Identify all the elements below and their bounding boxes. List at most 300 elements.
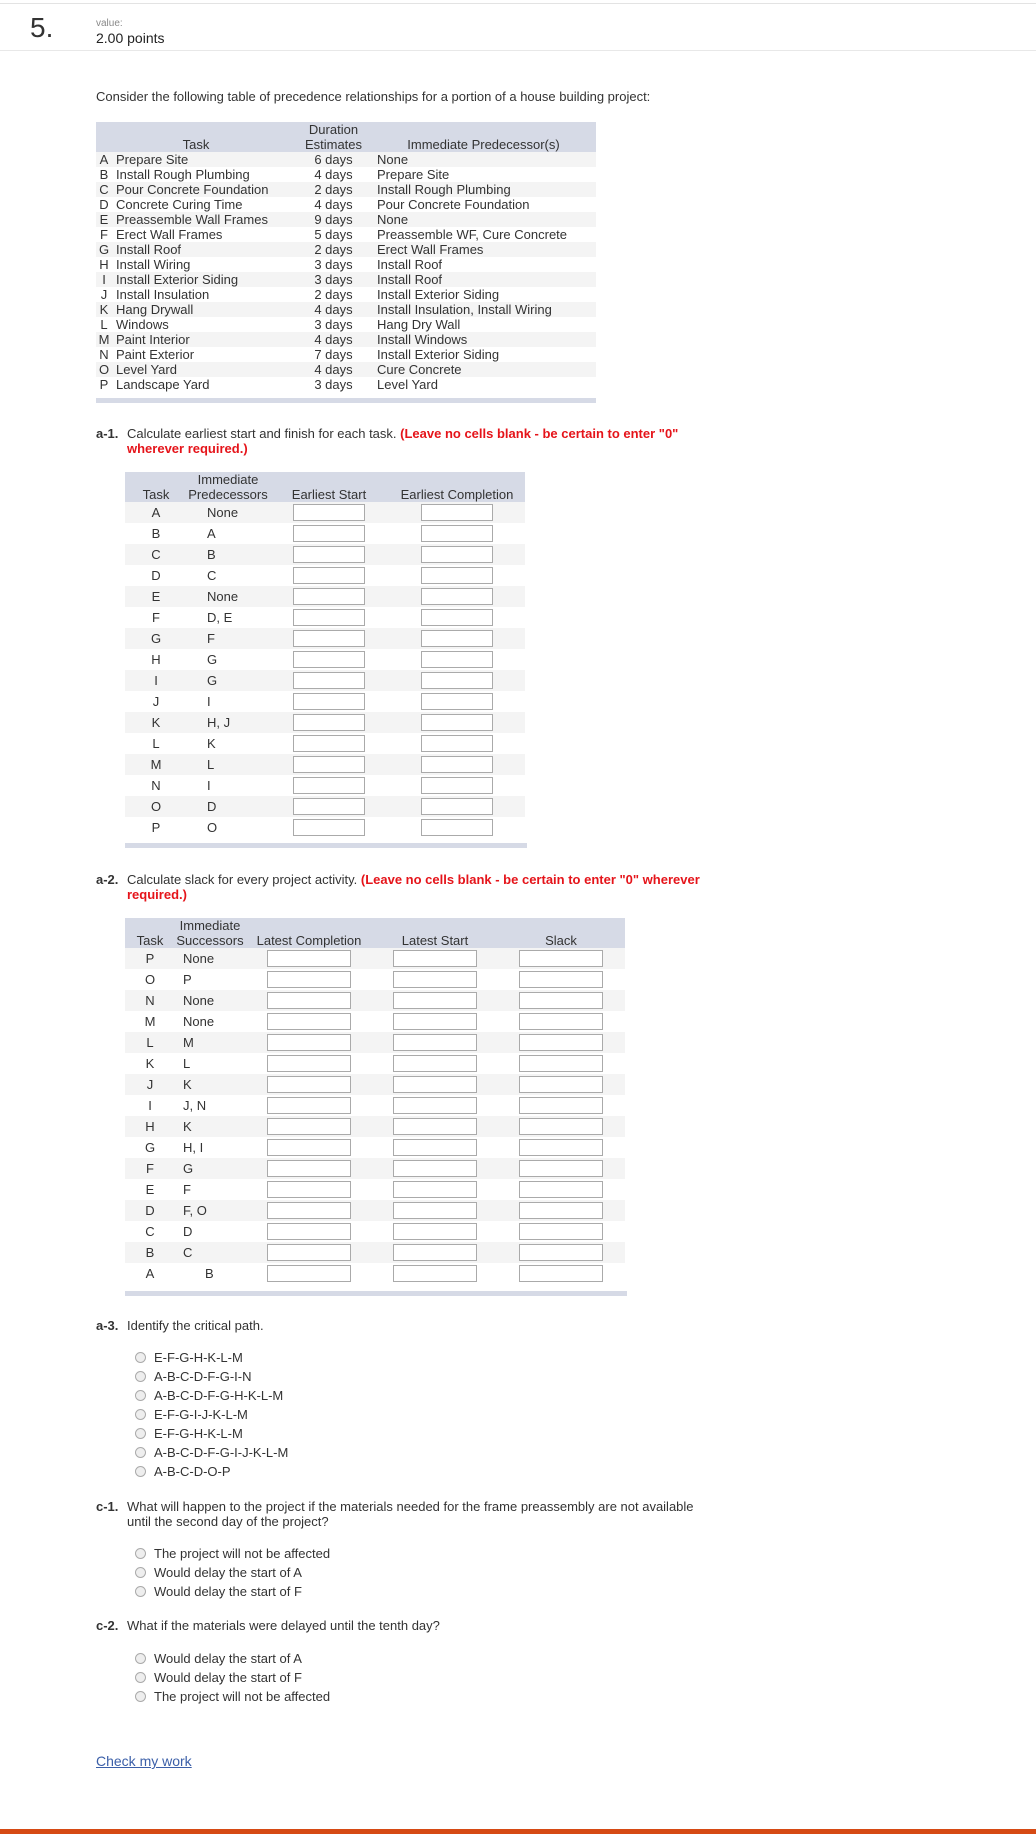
earliest-start-input[interactable] xyxy=(293,693,365,710)
a2-row xyxy=(125,1095,625,1116)
task-predecessor: Install Windows xyxy=(371,332,596,347)
precedence-row xyxy=(96,152,596,167)
latest-start-input[interactable] xyxy=(393,1055,477,1072)
task-predecessor: Erect Wall Frames xyxy=(371,242,596,257)
latest-completion-input[interactable] xyxy=(267,1034,351,1051)
a1-predecessors: K xyxy=(207,736,216,751)
a1-predecessors: C xyxy=(207,568,217,583)
latest-completion-input[interactable] xyxy=(267,1202,351,1219)
precedence-row xyxy=(96,272,596,287)
a3-label: a-3. xyxy=(96,1318,119,1333)
a1-row xyxy=(125,733,525,754)
a1-row xyxy=(125,565,525,586)
c1-options xyxy=(135,1544,330,1601)
precedence-row xyxy=(96,167,596,182)
task-duration: 4 days xyxy=(296,302,371,317)
task-name: Install Exterior Siding xyxy=(112,272,296,287)
latest-start-input[interactable] xyxy=(393,1097,477,1114)
task-predecessor: Prepare Site xyxy=(377,167,450,182)
a1-row xyxy=(125,502,525,523)
earliest-start-input[interactable] xyxy=(293,504,365,521)
earliest-start-input[interactable] xyxy=(293,546,365,563)
a1-task: D xyxy=(151,568,161,583)
radio-button[interactable] xyxy=(135,1653,146,1664)
earliest-completion-input[interactable] xyxy=(421,714,493,731)
a2-task: N xyxy=(125,990,175,1011)
a3-option[interactable] xyxy=(135,1405,288,1424)
slack-input[interactable] xyxy=(519,1118,603,1135)
latest-completion-input[interactable] xyxy=(267,950,351,967)
a1-task: I xyxy=(125,670,187,691)
radio-button[interactable] xyxy=(135,1352,146,1363)
a1-row xyxy=(125,544,525,565)
option-label: E-F-G-H-K-L-M xyxy=(154,1426,243,1441)
a1-task: J xyxy=(152,694,160,709)
latest-start-input[interactable] xyxy=(393,1118,477,1135)
task-letter: K xyxy=(96,302,112,317)
a3-question: Identify the critical path. xyxy=(127,1318,264,1333)
task-name: Level Yard xyxy=(112,362,296,377)
c1-label: c-1. xyxy=(96,1499,119,1514)
precedence-row xyxy=(96,227,596,242)
a1-task: B xyxy=(151,526,161,541)
task-letter: P xyxy=(99,377,109,392)
task-predecessor: Install Exterior Siding xyxy=(377,347,500,362)
task-predecessor: Hang Dry Wall xyxy=(377,317,461,332)
task-letter: F xyxy=(100,227,108,242)
task-letter: D xyxy=(99,197,109,212)
slack-input[interactable] xyxy=(519,992,603,1009)
earliest-completion-input[interactable] xyxy=(421,672,493,689)
a1-predecessors: I xyxy=(207,694,211,709)
a2-row xyxy=(125,1221,625,1242)
earliest-start-input[interactable] xyxy=(293,609,365,626)
a1-task: O xyxy=(125,796,187,817)
c2-option[interactable] xyxy=(135,1649,330,1668)
latest-start-input[interactable] xyxy=(393,1160,477,1177)
earliest-completion-input[interactable] xyxy=(421,525,493,542)
task-name: Landscape Yard xyxy=(116,377,210,392)
radio-button[interactable] xyxy=(135,1390,146,1401)
task-letter: B xyxy=(99,167,109,182)
latest-completion-input[interactable] xyxy=(267,1097,351,1114)
a2-successors: None xyxy=(175,990,245,1011)
radio-button[interactable] xyxy=(135,1409,146,1420)
a3-option[interactable] xyxy=(135,1367,288,1386)
a1-row xyxy=(125,586,525,607)
earliest-start-input[interactable] xyxy=(293,630,365,647)
earliest-completion-input[interactable] xyxy=(421,651,493,668)
task-name: Concrete Curing Time xyxy=(116,197,243,212)
latest-completion-input[interactable] xyxy=(267,1055,351,1072)
a2-successors: M xyxy=(175,1032,245,1053)
c1-option[interactable] xyxy=(135,1563,330,1582)
task-letter: C xyxy=(96,182,112,197)
option-label: A-B-C-D-F-G-I-J-K-L-M xyxy=(154,1445,289,1460)
earliest-completion-input[interactable] xyxy=(421,756,493,773)
a2-successors: G xyxy=(175,1158,245,1179)
task-duration: 6 days xyxy=(296,152,371,167)
earliest-completion-input[interactable] xyxy=(421,609,493,626)
a2-task: P xyxy=(125,948,175,969)
a2-task-header: Task xyxy=(125,918,175,948)
task-predecessor: None xyxy=(371,212,596,227)
option-label: Would delay the start of F xyxy=(154,1584,302,1599)
latest-completion-input[interactable] xyxy=(267,1181,351,1198)
a2-row xyxy=(125,969,625,990)
a1-ec-header: Earliest Completion xyxy=(389,472,525,502)
latest-start-input[interactable] xyxy=(393,971,477,988)
a1-task: K xyxy=(125,712,187,733)
earliest-completion-input[interactable] xyxy=(421,630,493,647)
a1-row xyxy=(125,712,525,733)
task-predecessor: Level Yard xyxy=(377,377,438,392)
latest-completion-input[interactable] xyxy=(267,1139,351,1156)
precedence-row xyxy=(96,257,596,272)
table-footer-bar xyxy=(96,398,596,403)
a1-question: Calculate earliest start and finish for each task. (Leave no cells blank - be certain to enter "0" wherever required.) xyxy=(127,426,679,456)
a1-predecessors: B xyxy=(187,544,269,565)
earliest-completion-input[interactable] xyxy=(421,819,493,836)
a2-task: A xyxy=(145,1266,155,1281)
a2-task: F xyxy=(125,1158,175,1179)
a2-row xyxy=(125,1158,625,1179)
slack-input[interactable] xyxy=(519,1139,603,1156)
option-label: A-B-C-D-O-P xyxy=(154,1464,231,1479)
slack-input[interactable] xyxy=(519,1013,603,1030)
task-letter: I xyxy=(96,272,112,287)
latest-start-input[interactable] xyxy=(393,1034,477,1051)
slack-input[interactable] xyxy=(519,1055,603,1072)
precedence-row xyxy=(96,182,596,197)
a1-pred-header: Immediate Predecessors xyxy=(188,472,268,502)
c2-option[interactable] xyxy=(135,1687,330,1706)
task-duration: 2 days xyxy=(314,287,353,302)
earliest-completion-input[interactable] xyxy=(421,567,493,584)
task-name: Install Wiring xyxy=(116,257,191,272)
task-duration: 4 days xyxy=(314,197,353,212)
slack-input[interactable] xyxy=(519,1076,603,1093)
precedence-table xyxy=(96,122,596,392)
a2-row xyxy=(125,1032,625,1053)
a2-row xyxy=(125,948,625,969)
task-duration: 7 days xyxy=(314,347,353,362)
task-name: Paint Interior xyxy=(112,332,296,347)
option-label: Would delay the start of A xyxy=(154,1565,302,1580)
radio-button[interactable] xyxy=(135,1447,146,1458)
a2-task: O xyxy=(144,972,156,987)
latest-completion-input[interactable] xyxy=(267,1244,351,1261)
a3-option[interactable] xyxy=(135,1424,288,1443)
task-name: Erect Wall Frames xyxy=(116,227,223,242)
earliest-start-input[interactable] xyxy=(293,735,365,752)
c1-question: What will happen to the project if the materials needed for the frame preassembly are not available until the second day of the project? xyxy=(127,1499,694,1529)
earliest-start-input[interactable] xyxy=(293,672,365,689)
intro-text: Consider the following table of precedence relationships for a portion of a house building project: xyxy=(96,89,651,104)
a2-successors: F xyxy=(183,1182,191,1197)
latest-completion-input[interactable] xyxy=(267,992,351,1009)
bottom-accent-bar xyxy=(0,1829,1036,1834)
a1-row xyxy=(125,670,525,691)
radio-button[interactable] xyxy=(135,1672,146,1683)
a1-predecessors: I xyxy=(207,778,211,793)
task-name: Preassemble Wall Frames xyxy=(112,212,296,227)
latest-start-input[interactable] xyxy=(393,1265,477,1282)
task-duration: 5 days xyxy=(314,227,353,242)
latest-start-input[interactable] xyxy=(393,950,477,967)
a1-footer-bar xyxy=(125,843,527,848)
a2-row xyxy=(125,1263,625,1284)
radio-button[interactable] xyxy=(135,1466,146,1477)
a2-label: a-2. xyxy=(96,872,119,887)
latest-completion-input[interactable] xyxy=(267,971,351,988)
a2-row xyxy=(125,1137,625,1158)
radio-button[interactable] xyxy=(135,1428,146,1439)
earliest-start-input[interactable] xyxy=(293,567,365,584)
slack-input[interactable] xyxy=(519,1265,603,1282)
earliest-completion-input[interactable] xyxy=(421,777,493,794)
task-name: Hang Drywall xyxy=(112,302,296,317)
c1-option[interactable] xyxy=(135,1544,330,1563)
earliest-start-input[interactable] xyxy=(293,714,365,731)
a3-option[interactable] xyxy=(135,1386,288,1405)
task-predecessor: None xyxy=(371,152,596,167)
slack-input[interactable] xyxy=(519,1181,603,1198)
task-header: Task xyxy=(96,122,296,152)
latest-start-input[interactable] xyxy=(393,1139,477,1156)
slack-input[interactable] xyxy=(519,1202,603,1219)
a2-footer-bar xyxy=(125,1291,627,1296)
task-duration: 2 days xyxy=(296,242,371,257)
a2-slack-header: Slack xyxy=(497,918,625,948)
a3-option[interactable] xyxy=(135,1443,288,1462)
latest-start-input[interactable] xyxy=(393,1013,477,1030)
a2-row xyxy=(125,1200,625,1221)
a1-predecessors: D xyxy=(187,796,269,817)
precedence-row xyxy=(96,377,596,392)
precedence-row xyxy=(96,242,596,257)
radio-button[interactable] xyxy=(135,1548,146,1559)
a2-task: I xyxy=(148,1098,152,1113)
earliest-start-input[interactable] xyxy=(293,819,365,836)
latest-completion-input[interactable] xyxy=(267,1223,351,1240)
a1-predecessors: G xyxy=(207,652,218,667)
latest-start-input[interactable] xyxy=(393,1181,477,1198)
a1-label: a-1. xyxy=(96,426,119,441)
a2-task: E xyxy=(145,1182,155,1197)
a3-option[interactable] xyxy=(135,1462,288,1481)
a2-task: B xyxy=(125,1242,175,1263)
slack-input[interactable] xyxy=(519,971,603,988)
slack-input[interactable] xyxy=(519,1034,603,1051)
earliest-completion-input[interactable] xyxy=(421,798,493,815)
a1-row xyxy=(125,523,525,544)
option-label: E-F-G-I-J-K-L-M xyxy=(154,1407,248,1422)
radio-button[interactable] xyxy=(135,1371,146,1382)
a2-task: G xyxy=(144,1140,156,1155)
task-duration: 2 days xyxy=(296,182,371,197)
header-divider xyxy=(0,50,1036,51)
a1-task-header: Task xyxy=(125,472,187,502)
a2-task: M xyxy=(144,1014,156,1029)
precedence-row xyxy=(96,197,596,212)
slack-input[interactable] xyxy=(519,1160,603,1177)
option-label: A-B-C-D-F-G-I-N xyxy=(154,1369,252,1384)
radio-button[interactable] xyxy=(135,1691,146,1702)
a1-task: A xyxy=(125,502,187,523)
task-predecessor: Install Roof xyxy=(371,272,596,287)
a1-predecessors: L xyxy=(187,754,269,775)
a1-predecessors: H, J xyxy=(187,712,269,733)
a2-successors: B xyxy=(205,1266,214,1281)
a1-row xyxy=(125,775,525,796)
earliest-completion-input[interactable] xyxy=(421,735,493,752)
radio-button[interactable] xyxy=(135,1586,146,1597)
task-letter: L xyxy=(100,317,108,332)
latest-completion-input[interactable] xyxy=(267,1013,351,1030)
a2-successors: C xyxy=(175,1242,245,1263)
a2-row xyxy=(125,1011,625,1032)
check-my-work-link[interactable]: Check my work xyxy=(96,1753,192,1769)
latest-completion-input[interactable] xyxy=(267,1160,351,1177)
option-label: Would delay the start of F xyxy=(154,1670,302,1685)
precedence-row xyxy=(96,302,596,317)
a1-task: P xyxy=(151,820,161,835)
a1-predecessors: None xyxy=(187,586,269,607)
latest-start-input[interactable] xyxy=(393,1202,477,1219)
a2-row xyxy=(125,1053,625,1074)
latest-start-input[interactable] xyxy=(393,1244,477,1261)
a2-ls-header: Latest Start xyxy=(373,918,497,948)
task-name: Pour Concrete Foundation xyxy=(112,182,296,197)
task-predecessor: Install Exterior Siding xyxy=(377,287,500,302)
task-letter: A xyxy=(96,152,112,167)
earliest-completion-input[interactable] xyxy=(421,588,493,605)
task-duration: 3 days xyxy=(314,257,353,272)
a1-row xyxy=(125,607,525,628)
task-letter: J xyxy=(100,287,108,302)
a2-row xyxy=(125,1074,625,1095)
earliest-completion-input[interactable] xyxy=(421,693,493,710)
a1-row xyxy=(125,817,525,838)
a1-task: E xyxy=(125,586,187,607)
a1-row xyxy=(125,754,525,775)
a2-successors: J, N xyxy=(183,1098,207,1113)
task-name: Prepare Site xyxy=(112,152,296,167)
a2-lc-header: Latest Completion xyxy=(245,918,373,948)
a2-successors: F, O xyxy=(175,1200,245,1221)
task-name: Install Rough Plumbing xyxy=(116,167,250,182)
task-duration: 9 days xyxy=(296,212,371,227)
earliest-start-input[interactable] xyxy=(293,651,365,668)
a1-predecessors: F xyxy=(187,628,269,649)
a2-successors: D xyxy=(183,1224,193,1239)
question-number: 5. xyxy=(30,12,54,43)
precedence-row xyxy=(96,317,596,332)
option-label: A-B-C-D-F-G-H-K-L-M xyxy=(154,1388,284,1403)
a1-task: G xyxy=(125,628,187,649)
c2-option[interactable] xyxy=(135,1668,330,1687)
task-letter: M xyxy=(96,332,112,347)
a1-task: H xyxy=(151,652,161,667)
earliest-start-input[interactable] xyxy=(293,777,365,794)
earliest-start-input[interactable] xyxy=(293,798,365,815)
earliest-completion-input[interactable] xyxy=(421,546,493,563)
a2-successors: K xyxy=(175,1074,245,1095)
a2-row xyxy=(125,1242,625,1263)
task-duration: 4 days xyxy=(296,332,371,347)
task-name: Paint Exterior xyxy=(116,347,195,362)
task-letter: O xyxy=(96,362,112,377)
a2-task: H xyxy=(125,1116,175,1137)
slack-input[interactable] xyxy=(519,1097,603,1114)
a1-predecessors: D, E xyxy=(207,610,233,625)
task-predecessor: Pour Concrete Foundation xyxy=(377,197,530,212)
task-duration: 3 days xyxy=(314,317,353,332)
task-predecessor: Install Roof xyxy=(377,257,443,272)
a2-task: K xyxy=(145,1056,155,1071)
a2-task: D xyxy=(125,1200,175,1221)
precedence-row xyxy=(96,347,596,362)
earliest-times-table xyxy=(125,472,525,838)
task-duration: 4 days xyxy=(296,362,371,377)
precedence-row xyxy=(96,332,596,347)
task-duration: 3 days xyxy=(296,272,371,287)
slack-input[interactable] xyxy=(519,1223,603,1240)
latest-start-input[interactable] xyxy=(393,1223,477,1240)
option-label: The project will not be affected xyxy=(154,1546,331,1561)
a1-task: F xyxy=(152,610,160,625)
a2-successors: None xyxy=(183,1014,215,1029)
task-letter: H xyxy=(99,257,109,272)
earliest-start-input[interactable] xyxy=(293,756,365,773)
task-name: Windows xyxy=(116,317,169,332)
a2-task: J xyxy=(125,1074,175,1095)
task-letter: N xyxy=(99,347,109,362)
latest-start-input[interactable] xyxy=(393,992,477,1009)
task-duration: 3 days xyxy=(314,377,353,392)
a1-row xyxy=(125,691,525,712)
precedence-row xyxy=(96,287,596,302)
latest-completion-input[interactable] xyxy=(267,1118,351,1135)
latest-completion-input[interactable] xyxy=(267,1076,351,1093)
a1-task: N xyxy=(151,778,161,793)
c2-label: c-2. xyxy=(96,1618,119,1633)
latest-completion-input[interactable] xyxy=(267,1265,351,1282)
duration-header: Duration Estimates xyxy=(296,122,371,152)
points-value: 2.00 points xyxy=(96,30,165,46)
a3-option[interactable] xyxy=(135,1348,288,1367)
slack-input[interactable] xyxy=(519,1244,603,1261)
earliest-start-input[interactable] xyxy=(293,525,365,542)
a1-predecessors: None xyxy=(187,502,269,523)
a1-row xyxy=(125,628,525,649)
task-letter: G xyxy=(96,242,112,257)
c1-option[interactable] xyxy=(135,1582,330,1601)
task-letter: E xyxy=(96,212,112,227)
a1-task: L xyxy=(152,736,160,751)
option-label: E-F-G-H-K-L-M xyxy=(154,1350,243,1365)
radio-button[interactable] xyxy=(135,1567,146,1578)
a1-predecessors: A xyxy=(207,526,216,541)
a1-row xyxy=(125,796,525,817)
earliest-completion-input[interactable] xyxy=(421,504,493,521)
latest-start-input[interactable] xyxy=(393,1076,477,1093)
task-name: Install Roof xyxy=(112,242,296,257)
precedence-row xyxy=(96,212,596,227)
slack-input[interactable] xyxy=(519,950,603,967)
earliest-start-input[interactable] xyxy=(293,588,365,605)
